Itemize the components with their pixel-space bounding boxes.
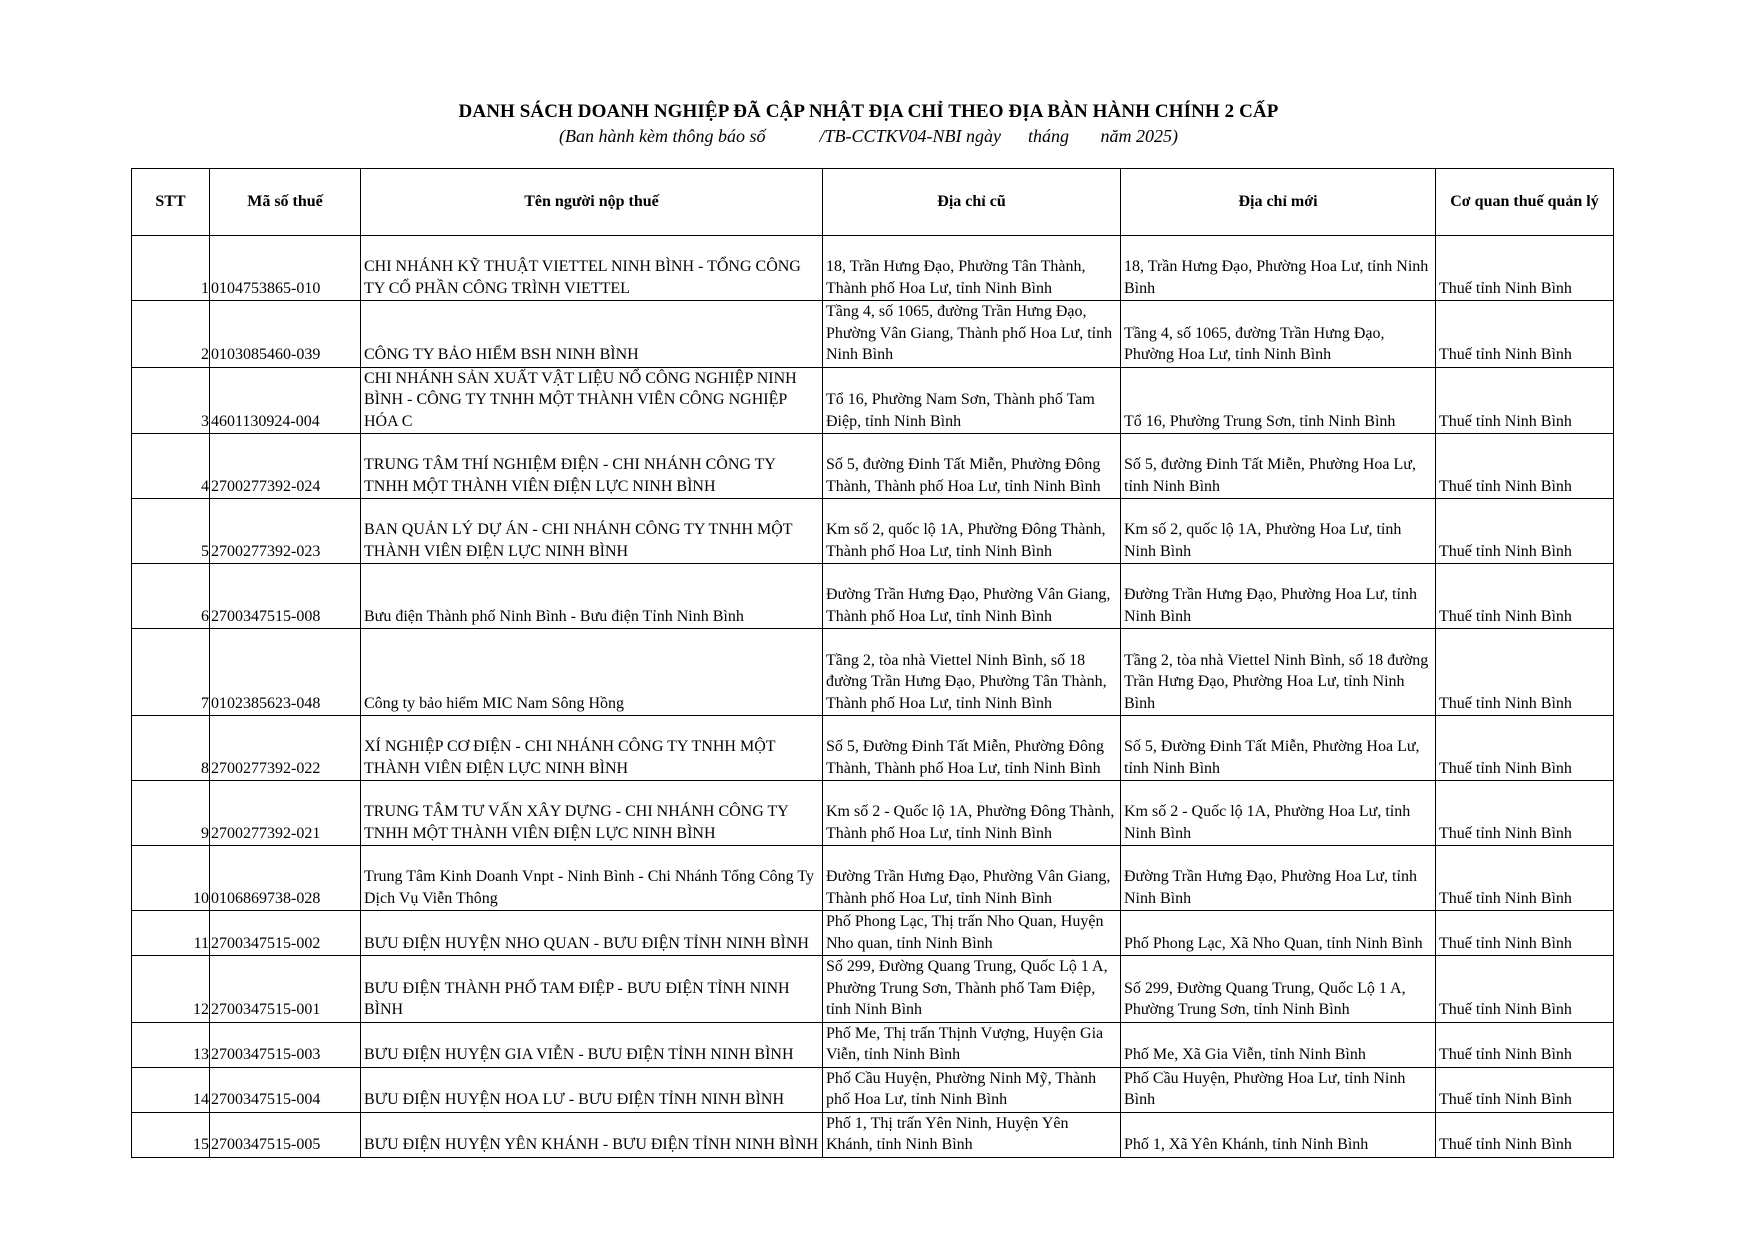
- cell-tax-office: Thuế tỉnh Ninh Bình: [1436, 1022, 1614, 1067]
- cell-tax-office: Thuế tỉnh Ninh Bình: [1436, 367, 1614, 434]
- cell-name: CHI NHÁNH KỸ THUẬT VIETTEL NINH BÌNH - TỔNG CÔNG TY CỔ PHẦN CÔNG TRÌNH VIETTEL: [361, 236, 823, 301]
- cell-new-address: Tầng 4, số 1065, đường Trần Hưng Đạo, Phường Hoa Lư, tỉnh Ninh Bình: [1121, 301, 1436, 368]
- cell-tax-code: 2700347515-002: [210, 911, 361, 956]
- table-row: [132, 846, 1614, 911]
- cell-new-address: Phố 1, Xã Yên Khánh, tỉnh Ninh Bình: [1121, 1112, 1436, 1157]
- cell-tax-office: Thuế tỉnh Ninh Bình: [1436, 716, 1614, 781]
- cell-new-address: Đường Trần Hưng Đạo, Phường Hoa Lư, tỉnh Ninh Bình: [1121, 846, 1436, 911]
- header-tax-code: Mã số thuế: [210, 169, 361, 236]
- table-row: [132, 434, 1614, 499]
- cell-old-address: Tầng 2, tòa nhà Viettel Ninh Bình, số 18 đường Trần Hưng Đạo, Phường Tân Thành, Thành phố Hoa Lư, tỉnh Ninh Bình: [823, 629, 1121, 716]
- cell-old-address: Km số 2, quốc lộ 1A, Phường Đông Thành, Thành phố Hoa Lư, tỉnh Ninh Bình: [823, 499, 1121, 564]
- cell-old-address: 18, Trần Hưng Đạo, Phường Tân Thành, Thành phố Hoa Lư, tỉnh Ninh Bình: [823, 236, 1121, 301]
- cell-old-address: Số 5, đường Đinh Tất Miễn, Phường Đông Thành, Thành phố Hoa Lư, tỉnh Ninh Bình: [823, 434, 1121, 499]
- cell-old-address: Phố Cầu Huyện, Phường Ninh Mỹ, Thành phố Hoa Lư, tỉnh Ninh Bình: [823, 1067, 1121, 1112]
- table-row: [132, 367, 1614, 434]
- cell-new-address: Phố Me, Xã Gia Viễn, tỉnh Ninh Bình: [1121, 1022, 1436, 1067]
- cell-tax-code: 2700347515-003: [210, 1022, 361, 1067]
- cell-old-address: Phố Me, Thị trấn Thịnh Vượng, Huyện Gia Viễn, tỉnh Ninh Bình: [823, 1022, 1121, 1067]
- table-row: [132, 629, 1614, 716]
- cell-stt: 1: [132, 236, 210, 301]
- table-row: [132, 301, 1614, 368]
- cell-tax-code: 0104753865-010: [210, 236, 361, 301]
- cell-stt: 11: [132, 911, 210, 956]
- table-row: [132, 956, 1614, 1023]
- table-row: [132, 1067, 1614, 1112]
- cell-name: BAN QUẢN LÝ DỰ ÁN - CHI NHÁNH CÔNG TY TNHH MỘT THÀNH VIÊN ĐIỆN LỰC NINH BÌNH: [361, 499, 823, 564]
- header-name: Tên người nộp thuế: [361, 169, 823, 236]
- cell-old-address: Đường Trần Hưng Đạo, Phường Vân Giang, Thành phố Hoa Lư, tỉnh Ninh Bình: [823, 564, 1121, 629]
- cell-old-address: Phố Phong Lạc, Thị trấn Nho Quan, Huyện Nho quan, tỉnh Ninh Bình: [823, 911, 1121, 956]
- cell-old-address: Tổ 16, Phường Nam Sơn, Thành phố Tam Điệp, tỉnh Ninh Bình: [823, 367, 1121, 434]
- cell-stt: 13: [132, 1022, 210, 1067]
- cell-tax-office: Thuế tỉnh Ninh Bình: [1436, 846, 1614, 911]
- cell-stt: 8: [132, 716, 210, 781]
- cell-name: CÔNG TY BẢO HIỂM BSH NINH BÌNH: [361, 301, 823, 368]
- cell-stt: 4: [132, 434, 210, 499]
- table-row: [132, 716, 1614, 781]
- cell-new-address: Đường Trần Hưng Đạo, Phường Hoa Lư, tỉnh Ninh Bình: [1121, 564, 1436, 629]
- table-row: [132, 236, 1614, 301]
- cell-tax-code: 2700347515-005: [210, 1112, 361, 1157]
- cell-name: BƯU ĐIỆN HUYỆN GIA VIỄN - BƯU ĐIỆN TỈNH NINH BÌNH: [361, 1022, 823, 1067]
- cell-name: XÍ NGHIỆP CƠ ĐIỆN - CHI NHÁNH CÔNG TY TNHH MỘT THÀNH VIÊN ĐIỆN LỰC NINH BÌNH: [361, 716, 823, 781]
- cell-new-address: Phố Phong Lạc, Xã Nho Quan, tỉnh Ninh Bình: [1121, 911, 1436, 956]
- cell-tax-code: 2700277392-022: [210, 716, 361, 781]
- table-header-row: [132, 169, 1614, 236]
- table-body: [132, 236, 1614, 1158]
- cell-tax-code: 2700277392-021: [210, 781, 361, 846]
- cell-tax-office: Thuế tỉnh Ninh Bình: [1436, 1067, 1614, 1112]
- cell-new-address: Số 5, đường Đinh Tất Miễn, Phường Hoa Lư, tỉnh Ninh Bình: [1121, 434, 1436, 499]
- cell-name: CHI NHÁNH SẢN XUẤT VẬT LIỆU NỔ CÔNG NGHIỆP NINH BÌNH - CÔNG TY TNHH MỘT THÀNH VIÊN CÔNG NGHIỆP HÓA C: [361, 367, 823, 434]
- cell-tax-office: Thuế tỉnh Ninh Bình: [1436, 629, 1614, 716]
- cell-tax-office: Thuế tỉnh Ninh Bình: [1436, 499, 1614, 564]
- table-row: [132, 564, 1614, 629]
- cell-name: BƯU ĐIỆN HUYỆN YÊN KHÁNH - BƯU ĐIỆN TỈNH NINH BÌNH: [361, 1112, 823, 1157]
- cell-tax-code: 0103085460-039: [210, 301, 361, 368]
- header-new-address: Địa chỉ mới: [1121, 169, 1436, 236]
- cell-new-address: Tầng 2, tòa nhà Viettel Ninh Bình, số 18 đường Trần Hưng Đạo, Phường Hoa Lư, tỉnh Ninh Bình: [1121, 629, 1436, 716]
- cell-tax-code: 2700347515-004: [210, 1067, 361, 1112]
- cell-stt: 12: [132, 956, 210, 1023]
- table-row: [132, 911, 1614, 956]
- cell-tax-code: 0106869738-028: [210, 846, 361, 911]
- cell-tax-office: Thuế tỉnh Ninh Bình: [1436, 564, 1614, 629]
- cell-name: BƯU ĐIỆN HUYỆN NHO QUAN - BƯU ĐIỆN TỈNH NINH BÌNH: [361, 911, 823, 956]
- cell-tax-code: 2700347515-008: [210, 564, 361, 629]
- cell-old-address: Số 5, Đường Đinh Tất Miễn, Phường Đông Thành, Thành phố Hoa Lư, tỉnh Ninh Bình: [823, 716, 1121, 781]
- cell-name: TRUNG TÂM THÍ NGHIỆM ĐIỆN - CHI NHÁNH CÔNG TY TNHH MỘT THÀNH VIÊN ĐIỆN LỰC NINH BÌNH: [361, 434, 823, 499]
- cell-stt: 14: [132, 1067, 210, 1112]
- cell-tax-code: 4601130924-004: [210, 367, 361, 434]
- document-title: DANH SÁCH DOANH NGHIỆP ĐÃ CẬP NHẬT ĐỊA CHỈ THEO ĐỊA BÀN HÀNH CHÍNH 2 CẤP: [458, 101, 1279, 122]
- cell-tax-office: Thuế tỉnh Ninh Bình: [1436, 434, 1614, 499]
- cell-tax-office: Thuế tỉnh Ninh Bình: [1436, 301, 1614, 368]
- cell-old-address: Đường Trần Hưng Đạo, Phường Vân Giang, Thành phố Hoa Lư, tỉnh Ninh Bình: [823, 846, 1121, 911]
- cell-name: Công ty bảo hiểm MIC Nam Sông Hồng: [361, 629, 823, 716]
- cell-stt: 9: [132, 781, 210, 846]
- cell-old-address: Tầng 4, số 1065, đường Trần Hưng Đạo, Phường Vân Giang, Thành phố Hoa Lư, tỉnh Ninh Bình: [823, 301, 1121, 368]
- cell-new-address: Số 5, Đường Đinh Tất Miễn, Phường Hoa Lư, tỉnh Ninh Bình: [1121, 716, 1436, 781]
- cell-tax-office: Thuế tỉnh Ninh Bình: [1436, 1112, 1614, 1157]
- cell-tax-code: 2700277392-024: [210, 434, 361, 499]
- cell-stt: 15: [132, 1112, 210, 1157]
- cell-stt: 7: [132, 629, 210, 716]
- cell-old-address: Phố 1, Thị trấn Yên Ninh, Huyện Yên Khánh, tỉnh Ninh Bình: [823, 1112, 1121, 1157]
- cell-name: BƯU ĐIỆN HUYỆN HOA LƯ - BƯU ĐIỆN TỈNH NINH BÌNH: [361, 1067, 823, 1112]
- cell-tax-office: Thuế tỉnh Ninh Bình: [1436, 236, 1614, 301]
- document-subtitle: (Ban hành kèm thông báo số /TB-CCTKV04-NBI ngày tháng năm 2025): [559, 126, 1178, 146]
- cell-stt: 10: [132, 846, 210, 911]
- cell-name: TRUNG TÂM TƯ VẤN XÂY DỰNG - CHI NHÁNH CÔNG TY TNHH MỘT THÀNH VIÊN ĐIỆN LỰC NINH BÌNH: [361, 781, 823, 846]
- cell-tax-code: 2700347515-001: [210, 956, 361, 1023]
- cell-name: Trung Tâm Kinh Doanh Vnpt - Ninh Bình - Chi Nhánh Tổng Công Ty Dịch Vụ Viễn Thông: [361, 846, 823, 911]
- table-row: [132, 1112, 1614, 1157]
- cell-stt: 3: [132, 367, 210, 434]
- cell-tax-office: Thuế tỉnh Ninh Bình: [1436, 911, 1614, 956]
- cell-old-address: Số 299, Đường Quang Trung, Quốc Lộ 1 A, Phường Trung Sơn, Thành phố Tam Điệp, tỉnh Ninh Bình: [823, 956, 1121, 1023]
- header-old-address: Địa chỉ cũ: [823, 169, 1121, 236]
- table-row: [132, 1022, 1614, 1067]
- cell-name: Bưu điện Thành phố Ninh Bình - Bưu điện Tỉnh Ninh Bình: [361, 564, 823, 629]
- cell-new-address: Số 299, Đường Quang Trung, Quốc Lộ 1 A, Phường Trung Sơn, tỉnh Ninh Bình: [1121, 956, 1436, 1023]
- cell-new-address: Tổ 16, Phường Trung Sơn, tỉnh Ninh Bình: [1121, 367, 1436, 434]
- cell-old-address: Km số 2 - Quốc lộ 1A, Phường Đông Thành, Thành phố Hoa Lư, tỉnh Ninh Bình: [823, 781, 1121, 846]
- header-tax-office: Cơ quan thuế quản lý: [1436, 169, 1614, 236]
- cell-tax-code: 2700277392-023: [210, 499, 361, 564]
- cell-stt: 6: [132, 564, 210, 629]
- cell-stt: 5: [132, 499, 210, 564]
- cell-new-address: Km số 2 - Quốc lộ 1A, Phường Hoa Lư, tỉnh Ninh Bình: [1121, 781, 1436, 846]
- cell-new-address: Phố Cầu Huyện, Phường Hoa Lư, tỉnh Ninh Bình: [1121, 1067, 1436, 1112]
- cell-tax-office: Thuế tỉnh Ninh Bình: [1436, 956, 1614, 1023]
- cell-new-address: 18, Trần Hưng Đạo, Phường Hoa Lư, tỉnh Ninh Bình: [1121, 236, 1436, 301]
- header-stt: STT: [132, 169, 210, 236]
- cell-tax-office: Thuế tỉnh Ninh Bình: [1436, 781, 1614, 846]
- cell-stt: 2: [132, 301, 210, 368]
- enterprise-table: [131, 168, 1614, 1158]
- cell-name: BƯU ĐIỆN THÀNH PHỐ TAM ĐIỆP - BƯU ĐIỆN TỈNH NINH BÌNH: [361, 956, 823, 1023]
- cell-tax-code: 0102385623-048: [210, 629, 361, 716]
- table-row: [132, 499, 1614, 564]
- table-row: [132, 781, 1614, 846]
- cell-new-address: Km số 2, quốc lộ 1A, Phường Hoa Lư, tỉnh Ninh Bình: [1121, 499, 1436, 564]
